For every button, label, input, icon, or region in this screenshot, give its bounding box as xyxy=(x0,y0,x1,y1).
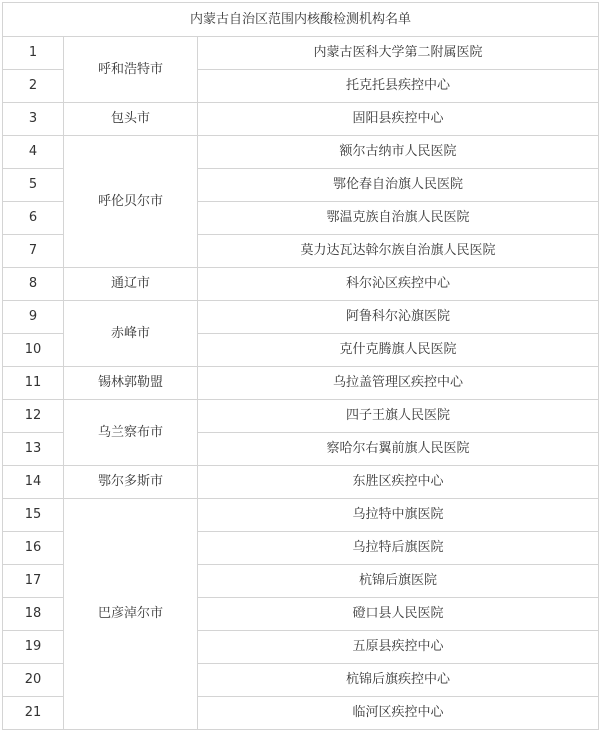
row-number: 21 xyxy=(3,697,64,730)
table-row xyxy=(3,103,599,136)
institution-name: 察哈尔右翼前旗人民医院 xyxy=(198,433,599,466)
row-number: 14 xyxy=(3,466,64,499)
institution-name: 乌拉特中旗医院 xyxy=(198,499,599,532)
row-number: 16 xyxy=(3,532,64,565)
city-name: 包头市 xyxy=(64,103,198,136)
row-number: 2 xyxy=(3,70,64,103)
institution-name: 临河区疾控中心 xyxy=(198,697,599,730)
institution-name: 莫力达瓦达斡尔族自治旗人民医院 xyxy=(198,235,599,268)
city-name: 鄂尔多斯市 xyxy=(64,466,198,499)
row-number: 17 xyxy=(3,565,64,598)
row-number: 4 xyxy=(3,136,64,169)
row-number: 8 xyxy=(3,268,64,301)
city-name: 巴彦淖尔市 xyxy=(64,499,198,730)
institution-name: 四子王旗人民医院 xyxy=(198,400,599,433)
institution-name: 克什克腾旗人民医院 xyxy=(198,334,599,367)
row-number: 15 xyxy=(3,499,64,532)
institution-name: 鄂温克族自治旗人民医院 xyxy=(198,202,599,235)
city-name: 乌兰察布市 xyxy=(64,400,198,466)
table-row xyxy=(3,37,599,70)
row-number: 12 xyxy=(3,400,64,433)
row-number: 19 xyxy=(3,631,64,664)
institution-name: 东胜区疾控中心 xyxy=(198,466,599,499)
row-number: 1 xyxy=(3,37,64,70)
institution-name: 杭锦后旗疾控中心 xyxy=(198,664,599,697)
row-number: 13 xyxy=(3,433,64,466)
institution-name: 托克托县疾控中心 xyxy=(198,70,599,103)
table-row xyxy=(3,499,599,532)
table-row xyxy=(3,301,599,334)
table-row xyxy=(3,400,599,433)
institution-name: 内蒙古医科大学第二附属医院 xyxy=(198,37,599,70)
city-name: 呼伦贝尔市 xyxy=(64,136,198,268)
institution-name: 磴口县人民医院 xyxy=(198,598,599,631)
row-number: 7 xyxy=(3,235,64,268)
row-number: 9 xyxy=(3,301,64,334)
table-row xyxy=(3,367,599,400)
city-name: 呼和浩特市 xyxy=(64,37,198,103)
city-name: 通辽市 xyxy=(64,268,198,301)
title-row xyxy=(3,3,599,37)
row-number: 11 xyxy=(3,367,64,400)
row-number: 6 xyxy=(3,202,64,235)
institution-name: 乌拉盖管理区疾控中心 xyxy=(198,367,599,400)
row-number: 5 xyxy=(3,169,64,202)
table-row xyxy=(3,136,599,169)
table-row xyxy=(3,268,599,301)
row-number: 10 xyxy=(3,334,64,367)
row-number: 3 xyxy=(3,103,64,136)
row-number: 20 xyxy=(3,664,64,697)
institution-name: 乌拉特后旗医院 xyxy=(198,532,599,565)
institution-name: 五原县疾控中心 xyxy=(198,631,599,664)
city-name: 赤峰市 xyxy=(64,301,198,367)
institution-name: 阿鲁科尔沁旗医院 xyxy=(198,301,599,334)
institution-name: 杭锦后旗医院 xyxy=(198,565,599,598)
institution-name: 固阳县疾控中心 xyxy=(198,103,599,136)
institution-name: 鄂伦春自治旗人民医院 xyxy=(198,169,599,202)
institution-name: 额尔古纳市人民医院 xyxy=(198,136,599,169)
table-title: 内蒙古自治区范围内核酸检测机构名单 xyxy=(3,3,599,37)
city-name: 锡林郭勒盟 xyxy=(64,367,198,400)
institution-table xyxy=(2,2,599,730)
table-row xyxy=(3,466,599,499)
institution-name: 科尔沁区疾控中心 xyxy=(198,268,599,301)
row-number: 18 xyxy=(3,598,64,631)
